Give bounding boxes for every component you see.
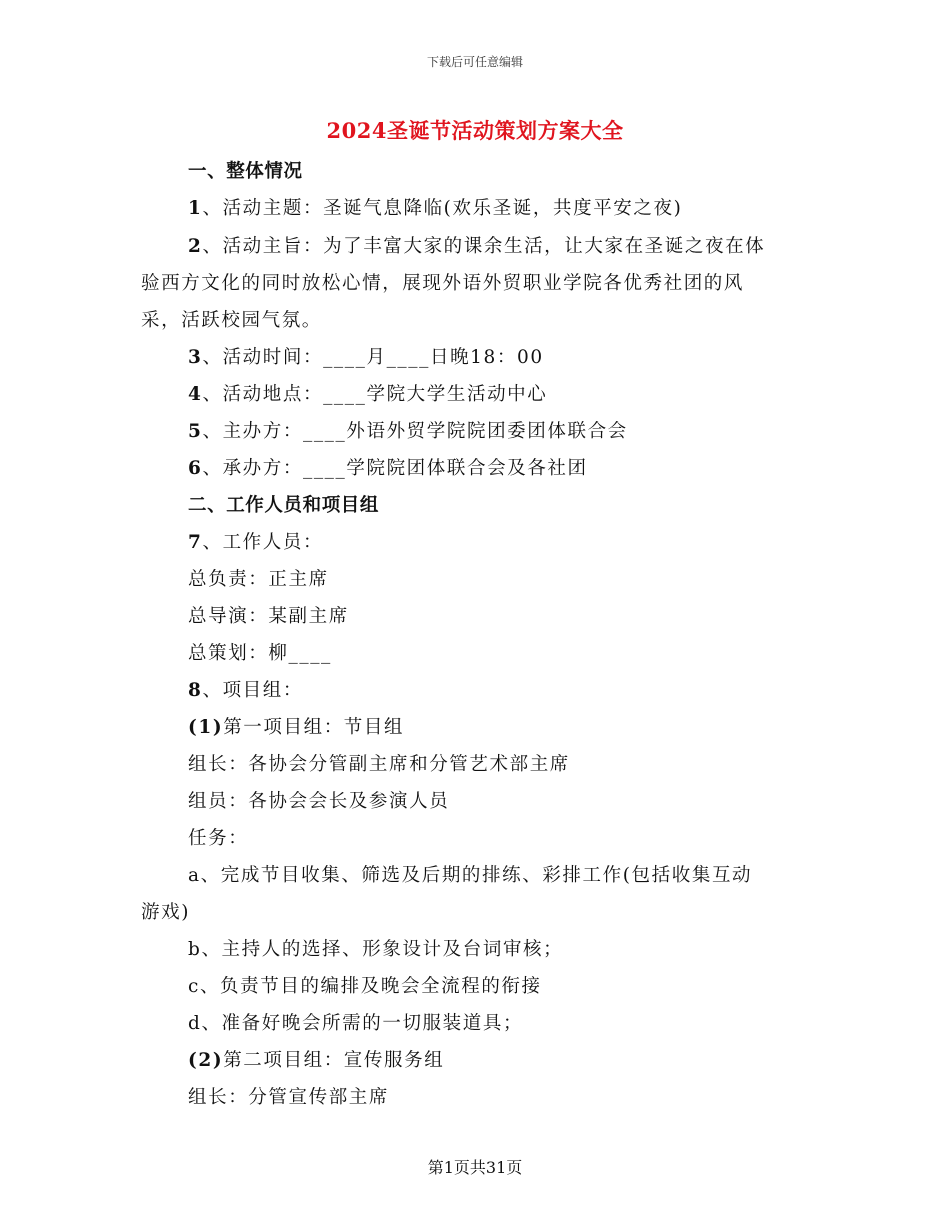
staff-line-director-general: 总负责：正主席: [188, 569, 329, 590]
item-number: 1: [188, 198, 203, 219]
item-number: 2: [188, 236, 203, 257]
item-text: 、活动主题：圣诞气息降临(欢乐圣诞，共度平安之夜): [202, 198, 683, 219]
item-number: 6: [188, 458, 203, 479]
group-number: (1): [188, 717, 224, 738]
task-label: 任务：: [188, 828, 249, 849]
item-text: 、活动主旨：为了丰富大家的课余生活，让大家在圣诞之夜在体: [202, 236, 766, 257]
section-heading-overview: 一、整体情况: [188, 161, 303, 182]
task-b: b、主持人的选择、形象设计及台词审核；: [188, 939, 564, 960]
group-1-members: 组员：各协会会长及参演人员: [188, 791, 450, 812]
staff-line-planner: 总策划：柳____: [188, 643, 332, 664]
group-1-leader: 组长：各协会分管副主席和分管艺术部主席: [188, 754, 570, 775]
item-text: 、活动时间：____月____日晚18：00: [202, 347, 544, 368]
item-text: 、承办方：____学院院团体联合会及各社团: [202, 458, 588, 479]
item-text: 、主办方：____外语外贸学院院团委团体联合会: [202, 421, 628, 442]
task-a-continuation: 游戏): [141, 902, 191, 923]
item-organizer: [188, 417, 628, 443]
item-text: 、项目组：: [202, 680, 303, 701]
task-c: c、负责节目的编排及晚会全流程的衔接: [188, 976, 542, 997]
item-co-organizer: [188, 454, 588, 480]
item-time: [188, 343, 544, 369]
item-number: 4: [188, 384, 203, 405]
page-header: 下载后可任意编辑: [426, 55, 523, 69]
group-text: 第一项目组：节目组: [223, 717, 405, 738]
item-project-groups: [188, 676, 303, 702]
group-2-leader: 组长：分管宣传部主席: [188, 1087, 390, 1108]
group-2-heading: [188, 1046, 444, 1072]
item-location: [188, 380, 547, 406]
task-a: a、完成节目收集、筛选及后期的排练、彩排工作(包括收集互动: [188, 865, 753, 886]
section-heading-staff: 二、工作人员和项目组: [188, 495, 380, 516]
item-number: 5: [188, 421, 203, 442]
item-number: 8: [188, 680, 203, 701]
item-purpose-continuation: 验西方文化的同时放松心情，展现外语外贸职业学院各优秀社团的风: [141, 273, 745, 294]
page-footer: 第1页共31页: [427, 1158, 523, 1177]
item-staff: [188, 528, 323, 554]
item-purpose-continuation: 采，活跃校园气氛。: [141, 310, 322, 331]
item-number: 7: [188, 532, 203, 553]
staff-line-director: 总导演：某副主席: [188, 606, 349, 627]
item-purpose: [188, 232, 765, 258]
item-theme: [188, 194, 682, 220]
task-d: d、准备好晚会所需的一切服装道具；: [188, 1013, 524, 1034]
group-number: (2): [188, 1050, 224, 1071]
item-number: 3: [188, 347, 203, 368]
item-text: 、活动地点：____学院大学生活动中心: [202, 384, 548, 405]
group-1-heading: [188, 713, 404, 739]
item-text: 、工作人员：: [202, 532, 324, 553]
document-title: 2024圣诞节活动策划方案大全: [326, 118, 624, 143]
group-text: 第二项目组：宣传服务组: [223, 1050, 445, 1071]
